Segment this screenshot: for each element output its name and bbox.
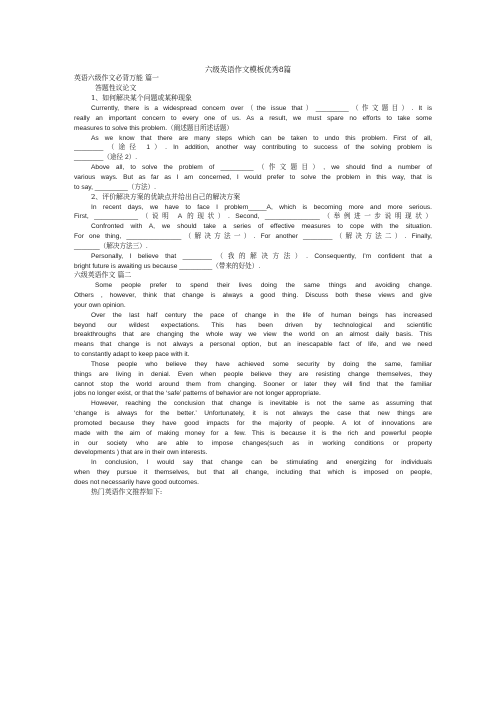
paragraph-line: beyond our wildest expectations. This has been driven by technological and scientific (74, 322, 432, 329)
paragraph-line: _______（解决方法三）. (74, 243, 148, 250)
paragraph-line: developments ) that are in their own interests. (74, 449, 208, 456)
paragraph-line: Currently, there is a widespread concern over（the issue that）_________（作文题目）. It is (91, 105, 432, 112)
paragraph-line: Above all, to solve the problem of _________（作文题目）, we should find a number of (91, 164, 432, 171)
paragraph-line: to say, _________（方法）. (74, 184, 156, 191)
paragraph-line: ‘change is always for the better.’ Unfortunately, it is not always the case that new things are (74, 410, 432, 417)
section-heading-line: 1、如何解决某个问题或某种现象 (91, 94, 192, 102)
paragraph-line: However, reaching the conclusion that change is inevitable is not the same as assuming that (91, 400, 432, 407)
paragraph-line: promoted because they have good impacts for the majority of people. A lot of innovations are (74, 420, 432, 427)
paragraph-line: various ways. But as far as I am concerned, I would prefer to solve the problem in this way, that is (74, 174, 432, 181)
paragraph-line: ________（途径 1）. In addition, another way contributing to success of the solving problem is (74, 144, 432, 151)
section-heading-line: 六级英语作文 篇二 (74, 271, 132, 279)
paragraph-line: made with the aim of making money for a few. This is because it is the rich and powerful people (74, 430, 432, 437)
paragraph-line: bright future is awaiting us because _________（带来的好处）. (74, 263, 261, 270)
paragraph-line: As we know that there are many steps which can be taken to undo this problem. First of all, (91, 135, 432, 142)
paragraph-line: cannot stop the world around them from changing. Sooner or later they will find that the familiar (74, 381, 432, 388)
paragraph-line: In recent days, we have to face I problem_____A, which is becoming more and more serious. (91, 204, 432, 211)
section-heading-line: 2、评价解决方案的优缺点并给出自己的解决方案 (91, 193, 241, 201)
paragraph-line: really an important concern to every one of us. As a result, we must spare no efforts to take some (74, 115, 432, 122)
paragraph-line: Others , however, think that change is always a good thing. Discuss both these views and give (74, 292, 432, 299)
paragraph-line: ________（途径 2）. (74, 154, 138, 161)
section-heading-line: 英语六级作文必背万能 篇一 (74, 74, 159, 82)
paragraph-line: Over the last half century the pace of change in the life of human beings has increased (91, 312, 432, 319)
paragraph-line: breakthroughs that are changing the whole way we view the world on an almost daily basis. This (74, 331, 432, 338)
paragraph-line: In conclusion, I would say that change can be stimulating and energizing for individuals (91, 459, 432, 466)
section-heading-line: 答题性议论文 (95, 84, 137, 92)
paragraph-line: measures to solve this problem.（阐述题目所述话题） (74, 125, 234, 132)
paragraph-line: to constantly adapt to keep pace with it. (74, 351, 190, 358)
paragraph-line: does not necessarily have good outcomes. (74, 479, 199, 486)
paragraph-line: Confronted with A, we should take a series of effective measures to cope with the situation. (91, 223, 432, 230)
paragraph-line: in our society who are able to impose changes(such as in working conditions or property (74, 440, 432, 447)
document-title: 六级英语作文模板优秀8篇 (204, 65, 291, 74)
section-heading-line: 热门英语作文推荐如下: (91, 488, 163, 496)
paragraph-line: For one thing, _______________（解决方法一）. For another ________（解决方法二）. Finally, (74, 233, 432, 240)
paragraph-line: your own opinion. (74, 302, 126, 309)
paragraph-line: Those people who believe they have achieved some security by doing the same, familiar (91, 361, 432, 368)
paragraph-line: when they pursue it themselves, but that all change, including that which is imposed on people, (74, 469, 432, 476)
paragraph-line: Some people prefer to spend their lives doing the same things and avoiding change. (95, 282, 432, 289)
paragraph-line: jobs no longer exist, or that the ‘safe’ patterns of behavior are not longer appropriate. (74, 390, 321, 397)
paragraph-line: Personally, I believe that ________（我的解决方法）. Consequently, I’m confident that a (91, 253, 432, 260)
paragraph-line: First, ____________（说明 A 的现状）. Second, _______________（举例进一步说明现状） (74, 213, 432, 220)
paragraph-line: means that change is not always a personal option, but an inescapable fact of life, and we need (74, 341, 432, 348)
paragraph-line: things are living in denial. Even when people believe they are resisting change themselves, they (74, 371, 432, 378)
